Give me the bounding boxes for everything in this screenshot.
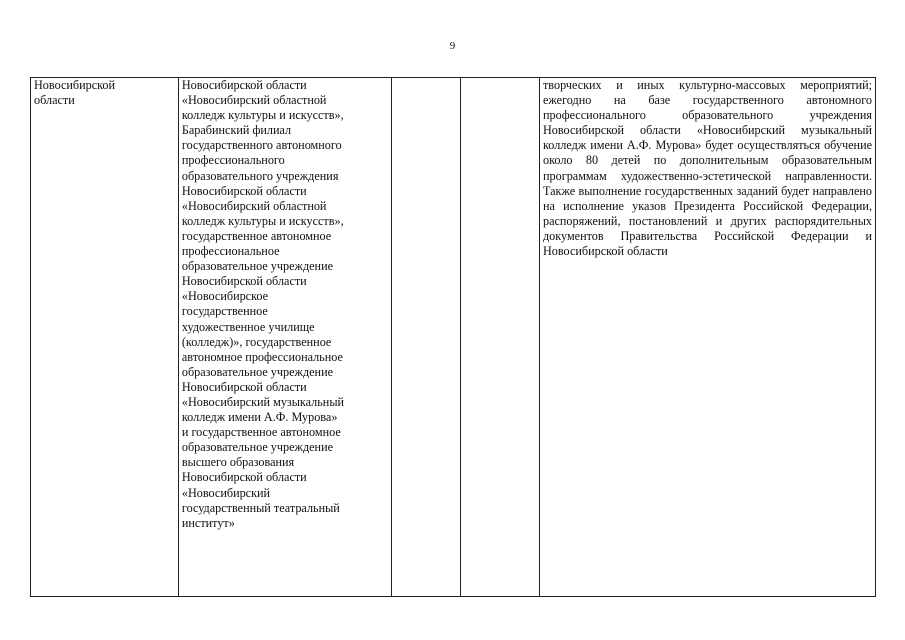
description-cell [539, 78, 875, 597]
table-row [31, 78, 876, 597]
empty-cell-3 [392, 78, 460, 597]
region-cell [31, 78, 179, 597]
description-text: творческих и иных культурно-массовых мероприятий; ежегодно на базе государственного автономного профессионального образовательного учреждения Новосибирской области «Новосибирский музыкальный колледж имени А.Ф. Мурова» будет осуществляться обучение около 80 детей по дополнительным образовательным программам художественно-эстетической направленности. Также выполнение государственных заданий будет направлено на исполнение указов Президента Российской Федерации, распоряжений, постановлений и других распорядительных документов Правительства Российской Федерации и Новосибирской области [542, 78, 872, 259]
empty-cell-4 [460, 78, 539, 597]
page-number: 9 [449, 40, 456, 52]
region-text: Новосибирской области [34, 78, 116, 108]
institutions-text: Новосибирской области «Новосибирский областной колледж культуры и искусств», Барабинский филиал государственного автономного профессионального образовательного учреждения Новосибирской области «Новосибирский областной колледж культуры и искусств», государственное автономное профессиональное образовательное учреждение Новосибирской области «Новосибирское государственное художественное училище (колледж)», государственное автономное профессиональное образовательное учреждение Новосибирской области «Новосибирский музыкальный колледж имени А.Ф. Мурова» и государственное автономное образовательное учреждение высшего образования Новосибирской области «Новосибирский государственный театральный институт» [181, 78, 345, 530]
institutions-cell [178, 78, 391, 597]
program-table [30, 77, 876, 597]
